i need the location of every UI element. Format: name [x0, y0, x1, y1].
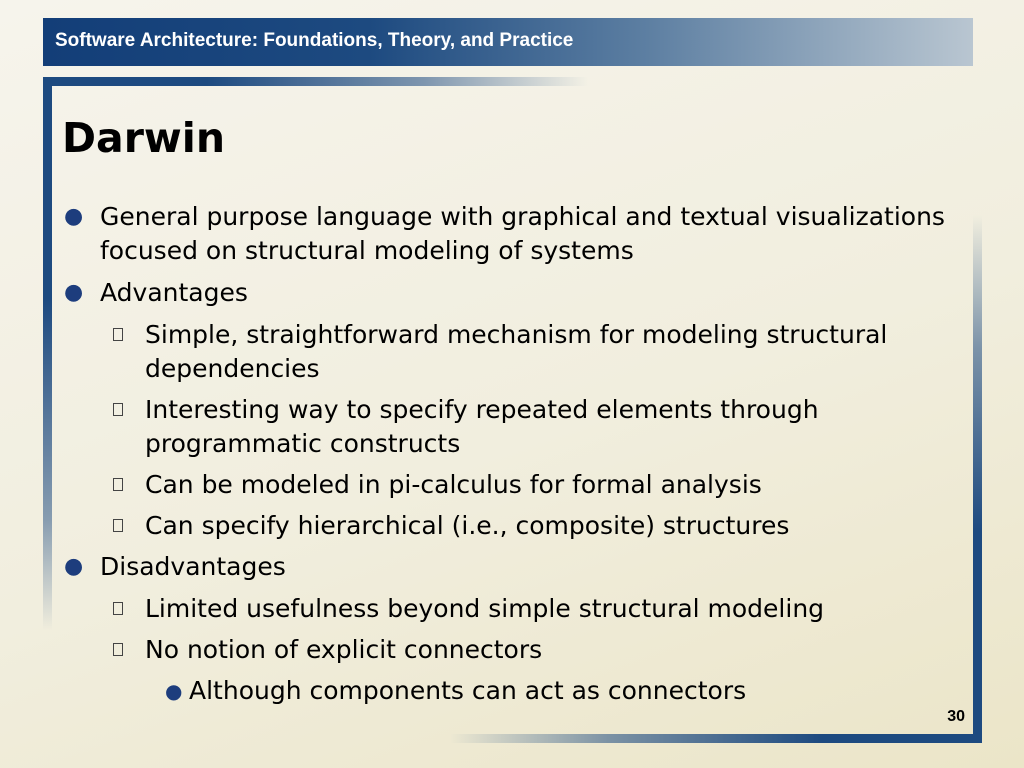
- slide-content: [60, 200, 965, 708]
- hollow-square-icon: [113, 519, 123, 532]
- sub-bullet-text: No notion of explicit connectors: [145, 635, 543, 664]
- sub-bullet-item: [60, 509, 965, 543]
- header-title: Software Architecture: Foundations, Theory, and Practice: [55, 30, 574, 51]
- page-number: 30: [947, 708, 965, 725]
- sub-bullet-item: [60, 468, 965, 502]
- frame-right-border: [973, 215, 982, 743]
- header-bar: [43, 18, 973, 66]
- bullet-text: Advantages: [100, 278, 248, 307]
- sub-bullet-item: [60, 318, 965, 386]
- frame-left-border: [43, 77, 52, 630]
- bullet-text: Disadvantages: [100, 552, 286, 581]
- bullet-item: [60, 276, 965, 310]
- bullet-item: [60, 200, 965, 268]
- sub-sub-bullet-item: [60, 674, 965, 708]
- sub-bullet-text: Can specify hierarchical (i.e., composite) structures: [145, 511, 790, 540]
- bullet-icon: ●: [64, 554, 84, 579]
- sub-bullet-item: [60, 393, 965, 461]
- hollow-square-icon: [113, 403, 123, 416]
- frame-bottom-border: [450, 734, 982, 743]
- hollow-square-icon: [113, 643, 123, 656]
- sub-bullet-text: Limited usefulness beyond simple structural modeling: [145, 594, 825, 623]
- bullet-item: [60, 550, 965, 584]
- hollow-square-icon: [113, 602, 123, 615]
- frame-top-border: [43, 77, 588, 86]
- bullet-icon: ●: [165, 679, 183, 703]
- bullet-text: General purpose language with graphical and textual visualizations focused on structural modeling of systems: [100, 202, 945, 265]
- sub-bullet-text: Simple, straightforward mechanism for modeling structural dependencies: [145, 320, 888, 383]
- sub-bullet-item: [60, 633, 965, 667]
- hollow-square-icon: [113, 328, 123, 341]
- sub-bullet-item: [60, 592, 965, 626]
- bullet-icon: ●: [64, 204, 84, 229]
- bullet-icon: ●: [64, 280, 84, 305]
- sub-sub-bullet-text: Although components can act as connectors: [189, 676, 747, 705]
- slide-title: Darwin: [62, 114, 226, 162]
- sub-bullet-text: Can be modeled in pi-calculus for formal analysis: [145, 470, 762, 499]
- sub-bullet-text: Interesting way to specify repeated elements through programmatic constructs: [145, 395, 819, 458]
- hollow-square-icon: [113, 478, 123, 491]
